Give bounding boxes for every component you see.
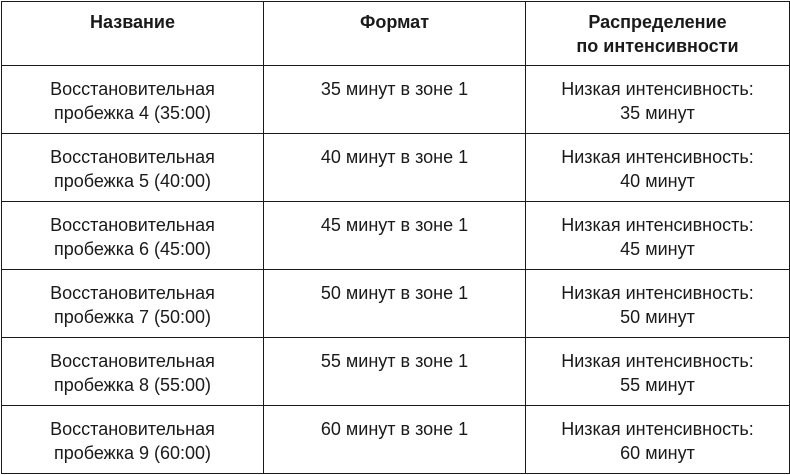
cell-format-line: 35 минут в зоне 1 <box>320 79 469 99</box>
cell-distribution-line-2: 40 минут <box>620 171 695 191</box>
workout-table <box>1 1 790 474</box>
cell-distribution <box>526 134 790 202</box>
cell-distribution <box>526 66 790 134</box>
header-distribution-line-2: по интенсивности <box>576 36 739 56</box>
cell-name-line-2: пробежка 9 (60:00) <box>53 443 212 463</box>
header-distribution-line-1: Распределение <box>588 12 727 32</box>
cell-format-line: 45 минут в зоне 1 <box>320 215 469 235</box>
cell-format <box>264 406 526 474</box>
cell-format <box>264 66 526 134</box>
header-name <box>2 2 264 66</box>
table-row <box>2 338 790 406</box>
cell-name-line-2: пробежка 6 (45:00) <box>53 239 212 259</box>
header-distribution <box>526 2 790 66</box>
cell-distribution-line-2: 55 минут <box>620 375 695 395</box>
cell-name-line-1: Восстановительная <box>50 79 215 99</box>
cell-name-line-1: Восстановительная <box>50 351 215 371</box>
cell-name <box>2 202 264 270</box>
table-row <box>2 202 790 270</box>
cell-format-line: 55 минут в зоне 1 <box>320 351 469 371</box>
cell-distribution <box>526 338 790 406</box>
cell-name-line-2: пробежка 4 (35:00) <box>53 103 212 123</box>
header-format-line: Формат <box>359 12 430 32</box>
cell-distribution-line-1: Низкая интенсивность: <box>561 283 754 303</box>
table-row <box>2 406 790 474</box>
cell-name-line-1: Восстановительная <box>50 147 215 167</box>
cell-name <box>2 406 264 474</box>
cell-distribution-line-2: 45 минут <box>620 239 695 259</box>
cell-distribution-line-2: 50 минут <box>620 307 695 327</box>
cell-distribution-line-1: Низкая интенсивность: <box>561 419 754 439</box>
cell-format <box>264 134 526 202</box>
cell-distribution <box>526 202 790 270</box>
cell-distribution-line-1: Низкая интенсивность: <box>561 215 754 235</box>
cell-name-line-1: Восстановительная <box>50 419 215 439</box>
table-row <box>2 270 790 338</box>
cell-name <box>2 270 264 338</box>
cell-distribution-line-2: 60 минут <box>620 443 695 463</box>
cell-distribution-line-2: 35 минут <box>620 103 695 123</box>
table-row <box>2 66 790 134</box>
cell-format-line: 60 минут в зоне 1 <box>320 419 469 439</box>
cell-name <box>2 134 264 202</box>
cell-format-line: 40 минут в зоне 1 <box>320 147 469 167</box>
cell-name-line-1: Восстановительная <box>50 283 215 303</box>
cell-distribution-line-1: Низкая интенсивность: <box>561 147 754 167</box>
cell-format-line: 50 минут в зоне 1 <box>320 283 469 303</box>
cell-name <box>2 338 264 406</box>
cell-distribution <box>526 270 790 338</box>
cell-format <box>264 338 526 406</box>
table-header-row <box>2 2 790 66</box>
cell-distribution <box>526 406 790 474</box>
table-row <box>2 134 790 202</box>
cell-format <box>264 202 526 270</box>
cell-format <box>264 270 526 338</box>
cell-name-line-1: Восстановительная <box>50 215 215 235</box>
header-format <box>264 2 526 66</box>
header-name-line: Название <box>90 12 175 32</box>
cell-name-line-2: пробежка 8 (55:00) <box>53 375 212 395</box>
cell-distribution-line-1: Низкая интенсивность: <box>561 351 754 371</box>
cell-name-line-2: пробежка 7 (50:00) <box>53 307 212 327</box>
cell-distribution-line-1: Низкая интенсивность: <box>561 79 754 99</box>
cell-name-line-2: пробежка 5 (40:00) <box>53 171 212 191</box>
cell-name <box>2 66 264 134</box>
